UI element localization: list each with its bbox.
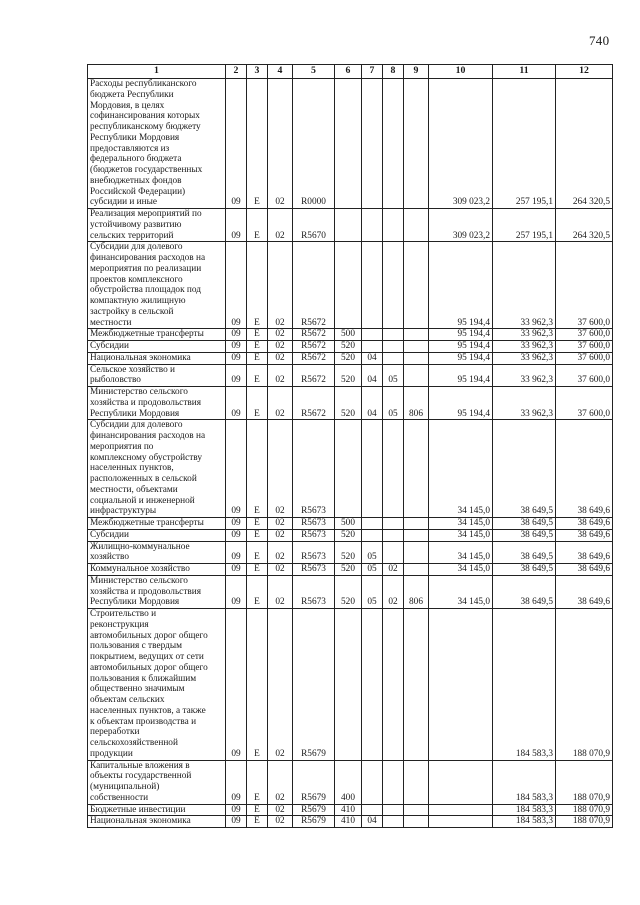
row-name: Сельское хозяйство и рыболовство: [90, 364, 176, 386]
row-name: Министерство сельского хозяйства и продовольствия Республики Мордовия: [90, 387, 202, 419]
amount-2021-cell: 38 649,6: [556, 541, 613, 564]
section-code-cell: 09: [226, 242, 247, 329]
section-code-cell: 09: [226, 804, 247, 816]
page-number: 740: [589, 33, 610, 48]
ministry-code-cell: [404, 420, 429, 518]
subdivision-code-cell: [383, 804, 404, 816]
division-code-cell: [362, 609, 383, 761]
target-article-code-cell: R5673: [293, 564, 335, 576]
ministry-code-cell: [404, 760, 429, 804]
amount-2020-cell: 184 583,3: [493, 816, 556, 828]
amount-2019-cell: 95 194,4: [429, 329, 493, 341]
column-header: 9: [404, 65, 429, 79]
expense-type-code-cell: 500: [335, 518, 362, 530]
amount-2021-cell: 188 070,9: [556, 609, 613, 761]
division-code-cell: [362, 529, 383, 541]
expense-type-code-cell: 500: [335, 329, 362, 341]
expense-type-code-cell: 520: [335, 352, 362, 364]
table-row: [88, 529, 613, 541]
row-name-cell: [88, 420, 226, 518]
row-name: Жилищно-коммунальное хозяйство: [90, 541, 190, 563]
expense-type-code-cell: 400: [335, 760, 362, 804]
target-article-code-cell: R5670: [293, 209, 335, 242]
subdivision-code-cell: [383, 518, 404, 530]
expense-type-code-cell: 520: [335, 387, 362, 420]
division-code-cell: [362, 209, 383, 242]
section-code-cell: 09: [226, 352, 247, 364]
row-name-cell: [88, 609, 226, 761]
amount-2020-cell: 33 962,3: [493, 242, 556, 329]
header-row: [88, 65, 613, 79]
program-code-cell: 02: [268, 541, 293, 564]
amount-2021-cell: 37 600,0: [556, 341, 613, 353]
subsection-code-cell: Е: [247, 329, 268, 341]
subsection-code-cell: Е: [247, 529, 268, 541]
row-name-cell: [88, 529, 226, 541]
program-code-cell: 02: [268, 529, 293, 541]
column-header: 7: [362, 65, 383, 79]
division-code-cell: 04: [362, 352, 383, 364]
amount-2019-cell: 95 194,4: [429, 242, 493, 329]
ministry-code-cell: [404, 804, 429, 816]
expense-type-code-cell: 520: [335, 341, 362, 353]
row-name-cell: [88, 341, 226, 353]
table-row: [88, 575, 613, 608]
ministry-code-cell: [404, 242, 429, 329]
row-name-cell: [88, 760, 226, 804]
section-code-cell: 09: [226, 79, 247, 209]
table-row: [88, 242, 613, 329]
row-name: Субсидии для долевого финансирования расходов на мероприятия по комплексному обустройству населенных пунктов, расположенных в сельской местности, объектами социальной и инженерной инфраструктуры: [90, 420, 206, 517]
row-name: Расходы республиканского бюджета Республики Мордовия, в целях софинансирования которых республиканскому бюджету Республики Мордовия предоставляются из федерального бюджета (бюджетов государственных внебюджетных фондов Российской Федерации) субсидии и иные: [90, 79, 203, 208]
division-code-cell: [362, 518, 383, 530]
target-article-code-cell: R5672: [293, 352, 335, 364]
subdivision-code-cell: [383, 79, 404, 209]
program-code-cell: 02: [268, 760, 293, 804]
expense-type-code-cell: 520: [335, 529, 362, 541]
subdivision-code-cell: [383, 420, 404, 518]
column-header: 8: [383, 65, 404, 79]
amount-2019-cell: [429, 804, 493, 816]
amount-2021-cell: 37 600,0: [556, 352, 613, 364]
division-code-cell: 05: [362, 541, 383, 564]
amount-2021-cell: 37 600,0: [556, 387, 613, 420]
ministry-code-cell: [404, 364, 429, 387]
subdivision-code-cell: [383, 541, 404, 564]
amount-2019-cell: [429, 609, 493, 761]
section-code-cell: 09: [226, 541, 247, 564]
table-row: [88, 209, 613, 242]
program-code-cell: 02: [268, 242, 293, 329]
subdivision-code-cell: [383, 352, 404, 364]
section-code-cell: 09: [226, 420, 247, 518]
amount-2019-cell: 34 145,0: [429, 518, 493, 530]
row-name: Реализация мероприятий по устойчивому развитию сельских территорий: [90, 209, 202, 241]
table-row: [88, 364, 613, 387]
section-code-cell: 09: [226, 518, 247, 530]
target-article-code-cell: R5672: [293, 364, 335, 387]
subdivision-code-cell: [383, 816, 404, 828]
amount-2020-cell: 38 649,5: [493, 529, 556, 541]
program-code-cell: 02: [268, 816, 293, 828]
table-row: [88, 387, 613, 420]
program-code-cell: 02: [268, 564, 293, 576]
amount-2020-cell: 184 583,3: [493, 609, 556, 761]
table-row: [88, 352, 613, 364]
table-row: [88, 804, 613, 816]
amount-2021-cell: 38 649,6: [556, 518, 613, 530]
program-code-cell: 02: [268, 804, 293, 816]
section-code-cell: 09: [226, 575, 247, 608]
row-name: Субсидии для долевого финансирования расходов на мероприятия по реализации проектов комплексного обустройства площадок под компактную жилищную застройку в сельской местности: [90, 242, 206, 328]
target-article-code-cell: R5672: [293, 387, 335, 420]
target-article-code-cell: R5679: [293, 609, 335, 761]
table-row: [88, 564, 613, 576]
amount-2019-cell: 34 145,0: [429, 541, 493, 564]
ministry-code-cell: [404, 209, 429, 242]
program-code-cell: 02: [268, 420, 293, 518]
amount-2021-cell: 188 070,9: [556, 760, 613, 804]
division-code-cell: 04: [362, 816, 383, 828]
amount-2021-cell: 188 070,9: [556, 816, 613, 828]
row-name-cell: [88, 804, 226, 816]
column-header: 4: [268, 65, 293, 79]
expense-type-code-cell: 410: [335, 804, 362, 816]
subdivision-code-cell: [383, 760, 404, 804]
subsection-code-cell: Е: [247, 352, 268, 364]
section-code-cell: 09: [226, 609, 247, 761]
amount-2020-cell: 257 195,1: [493, 209, 556, 242]
section-code-cell: 09: [226, 816, 247, 828]
row-name-cell: [88, 816, 226, 828]
budget-table: [87, 64, 613, 828]
division-code-cell: [362, 341, 383, 353]
target-article-code-cell: R5672: [293, 329, 335, 341]
amount-2020-cell: 33 962,3: [493, 341, 556, 353]
subsection-code-cell: Е: [247, 541, 268, 564]
program-code-cell: 02: [268, 387, 293, 420]
subdivision-code-cell: [383, 209, 404, 242]
amount-2021-cell: 264 320,5: [556, 79, 613, 209]
subsection-code-cell: Е: [247, 420, 268, 518]
amount-2021-cell: 38 649,6: [556, 575, 613, 608]
target-article-code-cell: R5673: [293, 420, 335, 518]
amount-2019-cell: 34 145,0: [429, 564, 493, 576]
division-code-cell: 05: [362, 564, 383, 576]
target-article-code-cell: R5679: [293, 760, 335, 804]
subdivision-code-cell: [383, 341, 404, 353]
table-row: [88, 341, 613, 353]
amount-2019-cell: 34 145,0: [429, 529, 493, 541]
amount-2020-cell: 38 649,5: [493, 518, 556, 530]
amount-2020-cell: 184 583,3: [493, 760, 556, 804]
table-row: [88, 609, 613, 761]
subsection-code-cell: Е: [247, 760, 268, 804]
row-name: Субсидии: [90, 529, 130, 540]
target-article-code-cell: R0000: [293, 79, 335, 209]
amount-2021-cell: 38 649,6: [556, 564, 613, 576]
amount-2021-cell: 188 070,9: [556, 804, 613, 816]
column-header: 2: [226, 65, 247, 79]
column-header: 3: [247, 65, 268, 79]
table-row: [88, 541, 613, 564]
subsection-code-cell: Е: [247, 209, 268, 242]
row-name: Бюджетные инвестиции: [90, 804, 186, 815]
amount-2021-cell: 264 320,5: [556, 209, 613, 242]
amount-2019-cell: [429, 816, 493, 828]
expense-type-code-cell: 520: [335, 541, 362, 564]
subsection-code-cell: Е: [247, 341, 268, 353]
row-name-cell: [88, 564, 226, 576]
ministry-code-cell: [404, 341, 429, 353]
program-code-cell: 02: [268, 329, 293, 341]
amount-2021-cell: 37 600,0: [556, 242, 613, 329]
program-code-cell: 02: [268, 79, 293, 209]
ministry-code-cell: [404, 609, 429, 761]
section-code-cell: 09: [226, 529, 247, 541]
column-header: 6: [335, 65, 362, 79]
table-body: [88, 79, 613, 828]
row-name: Капитальные вложения в объекты государственной (муниципальной) собственности: [90, 760, 192, 803]
subsection-code-cell: Е: [247, 609, 268, 761]
division-code-cell: [362, 760, 383, 804]
amount-2020-cell: 184 583,3: [493, 804, 556, 816]
division-code-cell: 04: [362, 364, 383, 387]
division-code-cell: [362, 804, 383, 816]
target-article-code-cell: R5673: [293, 575, 335, 608]
amount-2020-cell: 33 962,3: [493, 364, 556, 387]
program-code-cell: 02: [268, 518, 293, 530]
target-article-code-cell: R5679: [293, 804, 335, 816]
target-article-code-cell: R5672: [293, 242, 335, 329]
section-code-cell: 09: [226, 364, 247, 387]
column-header: 12: [556, 65, 613, 79]
target-article-code-cell: R5673: [293, 529, 335, 541]
ministry-code-cell: [404, 352, 429, 364]
amount-2021-cell: 38 649,6: [556, 529, 613, 541]
column-header: 5: [293, 65, 335, 79]
ministry-code-cell: [404, 564, 429, 576]
expense-type-code-cell: [335, 420, 362, 518]
row-name-cell: [88, 329, 226, 341]
subsection-code-cell: Е: [247, 364, 268, 387]
table-row: [88, 420, 613, 518]
subdivision-code-cell: 02: [383, 564, 404, 576]
amount-2021-cell: 37 600,0: [556, 329, 613, 341]
expense-type-code-cell: [335, 79, 362, 209]
division-code-cell: 05: [362, 575, 383, 608]
table-row: [88, 518, 613, 530]
ministry-code-cell: 806: [404, 575, 429, 608]
table-row: [88, 329, 613, 341]
amount-2021-cell: 37 600,0: [556, 364, 613, 387]
ministry-code-cell: [404, 816, 429, 828]
section-code-cell: 09: [226, 209, 247, 242]
amount-2020-cell: 33 962,3: [493, 329, 556, 341]
row-name-cell: [88, 209, 226, 242]
amount-2020-cell: 38 649,5: [493, 541, 556, 564]
table-row: [88, 760, 613, 804]
ministry-code-cell: [404, 541, 429, 564]
row-name: Коммунальное хозяйство: [90, 564, 190, 574]
subdivision-code-cell: [383, 609, 404, 761]
expense-type-code-cell: [335, 242, 362, 329]
program-code-cell: 02: [268, 209, 293, 242]
amount-2021-cell: 38 649,6: [556, 420, 613, 518]
amount-2019-cell: [429, 760, 493, 804]
row-name: Министерство сельского хозяйства и продовольствия Республики Мордовия: [90, 575, 202, 608]
amount-2020-cell: 257 195,1: [493, 79, 556, 209]
row-name-cell: [88, 364, 226, 387]
amount-2019-cell: 34 145,0: [429, 575, 493, 608]
subsection-code-cell: Е: [247, 242, 268, 329]
amount-2019-cell: 309 023,2: [429, 209, 493, 242]
division-code-cell: [362, 79, 383, 209]
target-article-code-cell: R5672: [293, 341, 335, 353]
row-name-cell: [88, 575, 226, 608]
row-name: Субсидии: [90, 341, 130, 351]
section-code-cell: 09: [226, 564, 247, 576]
amount-2019-cell: 95 194,4: [429, 387, 493, 420]
target-article-code-cell: R5673: [293, 541, 335, 564]
ministry-code-cell: [404, 529, 429, 541]
row-name: Строительство и реконструкция автомобильных дорог общего пользования с твердым покрытием, ведущих от сети автомобильных дорог общего пользования к ближайшим общественно значимым объектам сельских населенных пунктов, а также к объектам производства и переработки сельскохозяйственной продукции: [90, 609, 208, 759]
row-name: Межбюджетные трансферты: [90, 329, 204, 340]
program-code-cell: 02: [268, 352, 293, 364]
subsection-code-cell: Е: [247, 804, 268, 816]
amount-2020-cell: 33 962,3: [493, 352, 556, 364]
amount-2019-cell: 95 194,4: [429, 364, 493, 387]
division-code-cell: [362, 329, 383, 341]
expense-type-code-cell: 520: [335, 364, 362, 387]
subdivision-code-cell: 02: [383, 575, 404, 608]
subdivision-code-cell: 05: [383, 387, 404, 420]
subdivision-code-cell: [383, 329, 404, 341]
program-code-cell: 02: [268, 364, 293, 387]
column-header: 11: [493, 65, 556, 79]
row-name-cell: [88, 79, 226, 209]
subsection-code-cell: Е: [247, 79, 268, 209]
expense-type-code-cell: 520: [335, 575, 362, 608]
expense-type-code-cell: 410: [335, 816, 362, 828]
table-row: [88, 79, 613, 209]
amount-2019-cell: 34 145,0: [429, 420, 493, 518]
amount-2020-cell: 38 649,5: [493, 420, 556, 518]
subsection-code-cell: Е: [247, 816, 268, 828]
row-name-cell: [88, 518, 226, 530]
program-code-cell: 02: [268, 341, 293, 353]
program-code-cell: 02: [268, 609, 293, 761]
division-code-cell: 04: [362, 387, 383, 420]
expense-type-code-cell: [335, 609, 362, 761]
subsection-code-cell: Е: [247, 564, 268, 576]
ministry-code-cell: [404, 79, 429, 209]
row-name-cell: [88, 352, 226, 364]
row-name-cell: [88, 387, 226, 420]
subsection-code-cell: Е: [247, 575, 268, 608]
table-row: [88, 816, 613, 828]
column-header: 1: [88, 65, 226, 79]
division-code-cell: [362, 420, 383, 518]
amount-2019-cell: 95 194,4: [429, 341, 493, 353]
expense-type-code-cell: 520: [335, 564, 362, 576]
target-article-code-cell: R5673: [293, 518, 335, 530]
expense-type-code-cell: [335, 209, 362, 242]
row-name-cell: [88, 541, 226, 564]
amount-2020-cell: 38 649,5: [493, 575, 556, 608]
division-code-cell: [362, 242, 383, 329]
section-code-cell: 09: [226, 387, 247, 420]
ministry-code-cell: [404, 518, 429, 530]
column-header: 10: [429, 65, 493, 79]
row-name-cell: [88, 242, 226, 329]
amount-2019-cell: 309 023,2: [429, 79, 493, 209]
amount-2019-cell: 95 194,4: [429, 352, 493, 364]
row-name: Национальная экономика: [90, 352, 191, 363]
subsection-code-cell: Е: [247, 387, 268, 420]
subdivision-code-cell: 05: [383, 364, 404, 387]
amount-2020-cell: 38 649,5: [493, 564, 556, 576]
subsection-code-cell: Е: [247, 518, 268, 530]
section-code-cell: 09: [226, 760, 247, 804]
program-code-cell: 02: [268, 575, 293, 608]
target-article-code-cell: R5679: [293, 816, 335, 828]
section-code-cell: 09: [226, 341, 247, 353]
row-name: Межбюджетные трансферты: [90, 518, 204, 528]
row-name: Национальная экономика: [90, 816, 191, 827]
subdivision-code-cell: [383, 529, 404, 541]
subdivision-code-cell: [383, 242, 404, 329]
ministry-code-cell: [404, 329, 429, 341]
ministry-code-cell: 806: [404, 387, 429, 420]
section-code-cell: 09: [226, 329, 247, 341]
amount-2020-cell: 33 962,3: [493, 387, 556, 420]
